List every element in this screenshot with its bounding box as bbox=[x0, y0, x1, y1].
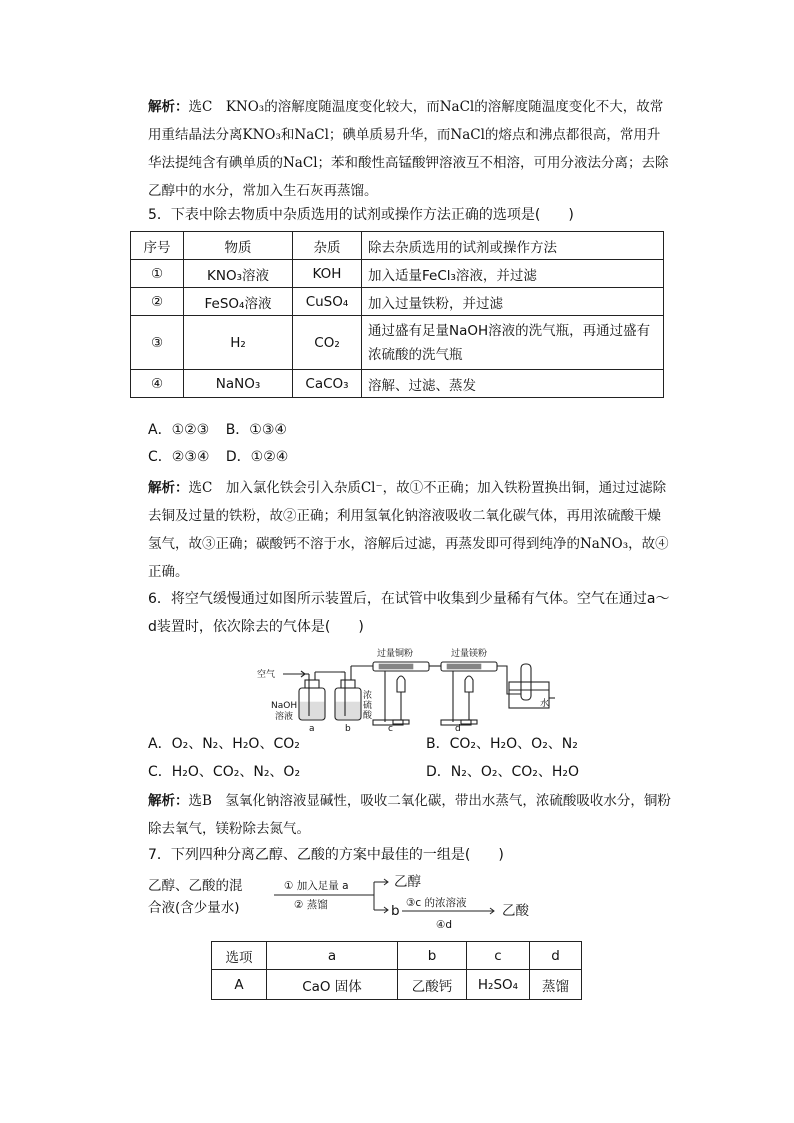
analysis-label: 解析： bbox=[148, 99, 189, 115]
table-cell: 加入过量铁粉，并过滤 bbox=[362, 288, 664, 316]
label-magnesium: 过量镁粉 bbox=[451, 649, 488, 659]
table-cell: 加入适量FeCl₃溶液，并过滤 bbox=[362, 260, 664, 288]
table-cell: KOH bbox=[293, 260, 362, 288]
table-cell: 蒸馏 bbox=[530, 970, 582, 1000]
scheme-acetic-acid: 乙酸 bbox=[502, 903, 529, 919]
header-cell: 除去杂质选用的试剂或操作方法 bbox=[362, 232, 664, 260]
option-b: B．CO₂、H₂O、O₂、N₂ bbox=[426, 736, 578, 752]
magnesium-powder bbox=[447, 664, 481, 669]
table-cell: CaO 固体 bbox=[267, 970, 398, 1000]
label-acid: 酸 bbox=[363, 711, 373, 721]
q5-options-row2 bbox=[148, 446, 288, 466]
option-d: D．①②④ bbox=[225, 449, 289, 465]
q6-options-row1 bbox=[148, 733, 608, 753]
bottle-b-neck bbox=[341, 680, 355, 688]
option-a: A．O₂、N₂、H₂O、CO₂ bbox=[148, 736, 300, 752]
scheme-mixture-line1: 乙醇、乙酸的混 bbox=[148, 878, 243, 894]
table-cell: NaNO₃ bbox=[184, 370, 293, 398]
burner-c bbox=[397, 676, 405, 692]
table-cell: ① bbox=[131, 260, 184, 288]
apparatus-diagram bbox=[255, 636, 555, 732]
acid-fill bbox=[336, 702, 360, 719]
table-row bbox=[131, 260, 664, 288]
naoh-solution-fill bbox=[300, 702, 324, 719]
table-cell: A bbox=[212, 970, 267, 1000]
table-row bbox=[131, 288, 664, 316]
analysis-label: 解析： bbox=[148, 480, 189, 496]
separation-scheme bbox=[148, 868, 548, 932]
header-cell: 杂质 bbox=[293, 232, 362, 260]
option-c: C．H₂O、CO₂、N₂、O₂ bbox=[148, 764, 301, 780]
copper-powder bbox=[379, 664, 413, 669]
label-copper: 过量铜粉 bbox=[377, 649, 414, 659]
table-cell: 溶解、过滤、蒸发 bbox=[362, 370, 664, 398]
question-7-table bbox=[211, 941, 582, 1000]
q5-options-row1 bbox=[148, 419, 287, 439]
table-row bbox=[212, 970, 582, 1000]
table-row bbox=[131, 370, 664, 398]
label-naoh: NaOH bbox=[271, 701, 298, 711]
analysis-text: 选C KNO₃的溶解度随温度变化较大，而NaCl的溶解度随温度变化不大，故常用重结晶法分离KNO₃和NaCl；碘单质易升华，而NaCl的熔点和沸点都很高，常用升华法提纯含有碘单质的NaCl；苯和酸性高锰酸钾溶液互不相溶，可用分液法分离；去除乙醇中的水分，常加入生石灰再蒸馏。 bbox=[148, 99, 669, 199]
table-cell: CO₂ bbox=[293, 316, 362, 370]
question-5-stem: 5．下表中除去物质中杂质选用的试剂或操作方法正确的选项是( ) bbox=[148, 207, 574, 223]
label-a: a bbox=[309, 724, 315, 732]
table-header-row bbox=[131, 232, 664, 260]
table-header-row bbox=[212, 942, 582, 970]
option-a: A．①②③ bbox=[148, 422, 210, 438]
scheme-step1: ① 加入足量 a bbox=[284, 880, 349, 892]
analysis-q6 bbox=[148, 787, 673, 843]
label-b: b bbox=[345, 724, 351, 732]
option-d: D．N₂、O₂、CO₂、H₂O bbox=[426, 764, 580, 780]
table-cell: ② bbox=[131, 288, 184, 316]
scheme-ethanol: 乙醇 bbox=[394, 874, 421, 890]
scheme-mixture-line2: 合液(含少量水) bbox=[148, 900, 240, 916]
analysis-text: 选B 氢氧化钠溶液显碱性，吸收二氧化碳，带出水蒸气，浓硫酸吸收水分，铜粉除去氧气，镁粉除去氮气。 bbox=[148, 793, 671, 837]
scheme-b: b bbox=[391, 903, 400, 919]
header-cell: c bbox=[467, 942, 530, 970]
header-cell: d bbox=[530, 942, 582, 970]
label-air: 空气 bbox=[257, 670, 276, 680]
header-cell: a bbox=[267, 942, 398, 970]
label-solution: 溶液 bbox=[275, 712, 294, 722]
table-cell: H₂ bbox=[184, 316, 293, 370]
analysis-q5 bbox=[148, 474, 673, 586]
table-row bbox=[131, 316, 664, 370]
table-cell: CaCO₃ bbox=[293, 370, 362, 398]
scheme-step3: ③c 的浓溶液 bbox=[406, 897, 467, 909]
scheme-step2: ② 蒸馏 bbox=[294, 899, 328, 911]
header-cell: b bbox=[398, 942, 467, 970]
analysis-q4 bbox=[148, 93, 673, 205]
table-cell: ③ bbox=[131, 316, 184, 370]
analysis-label: 解析： bbox=[148, 793, 189, 809]
label-c: c bbox=[388, 724, 393, 732]
table-cell: 乙酸钙 bbox=[398, 970, 467, 1000]
question-5-table bbox=[130, 231, 664, 398]
burner-d bbox=[465, 676, 473, 692]
question-7-stem: 7．下列四种分离乙醇、乙酸的方案中最佳的一组是( ) bbox=[148, 847, 504, 863]
label-water: 水 bbox=[540, 699, 550, 709]
header-cell: 选项 bbox=[212, 942, 267, 970]
option-b: B．①③④ bbox=[225, 422, 287, 438]
table-cell: H₂SO₄ bbox=[467, 970, 530, 1000]
table-cell: FeSO₄溶液 bbox=[184, 288, 293, 316]
table-cell: 通过盛有足量NaOH溶液的洗气瓶，再通过盛有浓硫酸的洗气瓶 bbox=[362, 316, 664, 370]
option-c: C．②③④ bbox=[148, 449, 210, 465]
label-d: d bbox=[455, 724, 461, 732]
q6-options-row2 bbox=[148, 761, 608, 781]
header-cell: 物质 bbox=[184, 232, 293, 260]
table-cell: KNO₃溶液 bbox=[184, 260, 293, 288]
analysis-text: 选C 加入氯化铁会引入杂质Cl⁻，故①不正确；加入铁粉置换出铜，通过过滤除去铜及过量的铁粉，故②正确；利用氢氧化钠溶液吸收二氧化碳气体，再用浓硫酸干燥氢气，故③正确；碳酸钙不溶于水，溶解后过滤，再蒸发即可得到纯净的NaNO₃，故④正确。 bbox=[148, 480, 669, 580]
label-sulf: 硫 bbox=[363, 701, 373, 711]
question-6-stem: 6．将空气缓慢通过如图所示装置后，在试管中收集到少量稀有气体。空气在通过a～d装置时，依次除去的气体是( ) bbox=[148, 591, 670, 635]
label-conc: 浓 bbox=[363, 691, 373, 701]
bottle-a-neck bbox=[305, 680, 319, 688]
scheme-step4: ④d bbox=[436, 919, 453, 931]
table-cell: ④ bbox=[131, 370, 184, 398]
header-cell: 序号 bbox=[131, 232, 184, 260]
table-cell: CuSO₄ bbox=[293, 288, 362, 316]
